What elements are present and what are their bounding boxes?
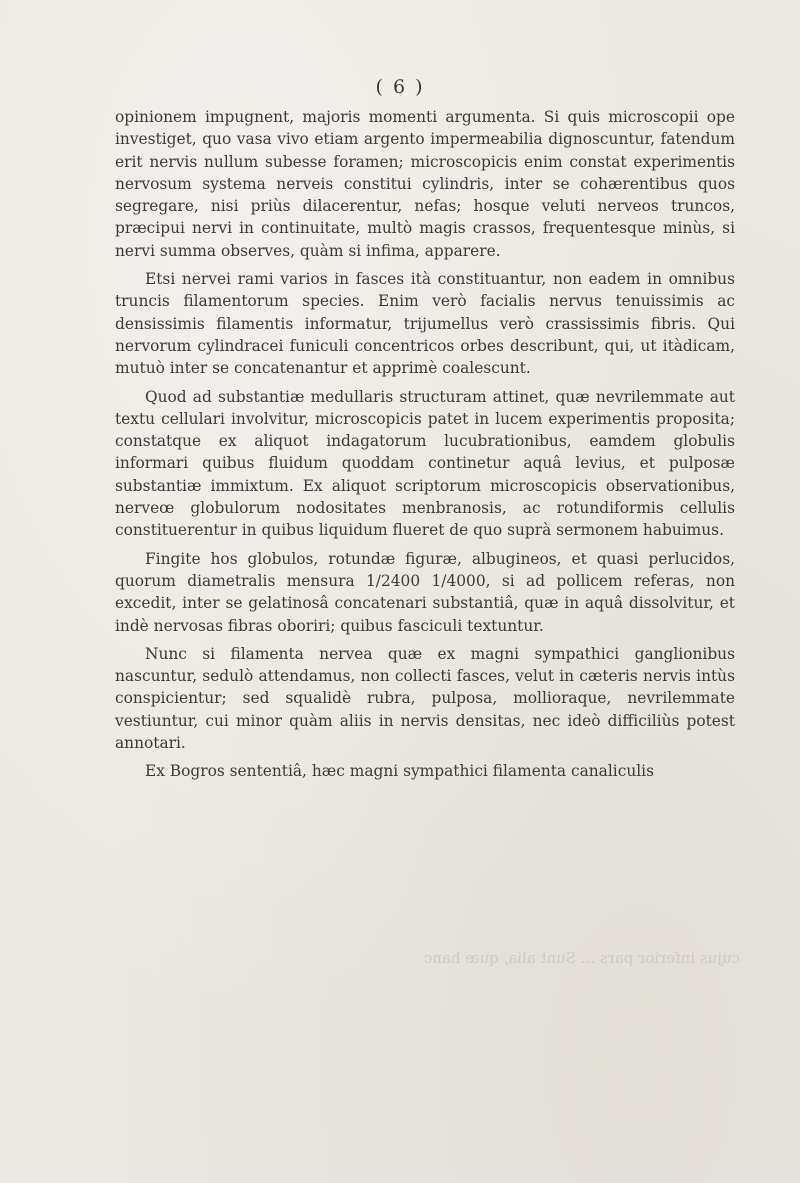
- paragraph-1: opinionem impugnent, majoris momenti argumenta. Si quis microscopii ope investiget, quo vasa vivo etiam argento impermeabilia dignoscuntur, fatendum erit nervis nullum subesse foramen; microscopicis enim constat experimentis nervosum systema nerveis constitui cylindris, inter se cohærentibus quos segregare, nisi priùs dilacerentur, nefas; hosque veluti nerveos truncos, præcipui nervi in continuitate, multò magis crassos, frequentesque minùs, si nervi summa observes, quàm si infima, apparere.: [115, 108, 735, 260]
- paragraph-5: Nunc si filamenta nervea quæ ex magni sympathici ganglionibus nascuntur, sedulò attendamus, non collecti fasces, velut in cæteris nervis intùs conspicientur; sed squalidè rubra, pulposa, mollioraque, nevrilemmate vestiuntur, cui minor quàm aliis in nervis densitas, nec ideò difficiliùs potest annotari.: [115, 644, 735, 753]
- show-through-text: cujus inferior pars ... Sunt alia, quæ hanc: [423, 949, 740, 967]
- paragraph-4: Fingite hos globulos, rotundæ figuræ, albugineos, et quasi perlucidos, quorum diametralis mensura 1/2400 1/4000, si ad pollicem referas, non excedit, inter se gelatinosâ concatenari substantiâ, quæ in aquâ dissolvitur, et indè nervosas fibras oboriri; quibus fasciculi textuntur.: [115, 549, 735, 635]
- body-text: [115, 106, 735, 783]
- paragraph-6: Ex Bogros sententiâ, hæc magni sympathici filamenta canaliculis: [145, 762, 654, 781]
- paragraph-2: Etsi nervei rami varios in fasces ità constituantur, non eadem in omnibus truncis filamentorum species. Enim verò facialis nervus tenuissimis ac densissimis filamentis informatur, trijumellus verò crassissimis fibris. Qui nervorum cylindracei funiculi concentricos orbes describunt, qui, ut itàdicam, mutuò inter se concatenantur et apprimè coalescunt.: [115, 270, 735, 378]
- paragraph-3: Quod ad substantiæ medullaris structuram attinet, quæ nevrilemmate aut textu cellulari involvitur, microscopicis patet in lucem experimentis proposita; constatque ex aliquot indagatorum lucubrationibus, eamdem globulis informari quibus fluidum quoddam continetur aquâ levius, et pulposæ substantiæ immixtum. Ex aliquot scriptorum microscopicis observationibus, nerveœ globulorum nodositates menbranosis, ac rotundiformis cellulis constituerentur in quibus liquidum flueret de quo suprà sermonem habuimus.: [115, 387, 735, 540]
- page-number: ( 6 ): [375, 76, 425, 98]
